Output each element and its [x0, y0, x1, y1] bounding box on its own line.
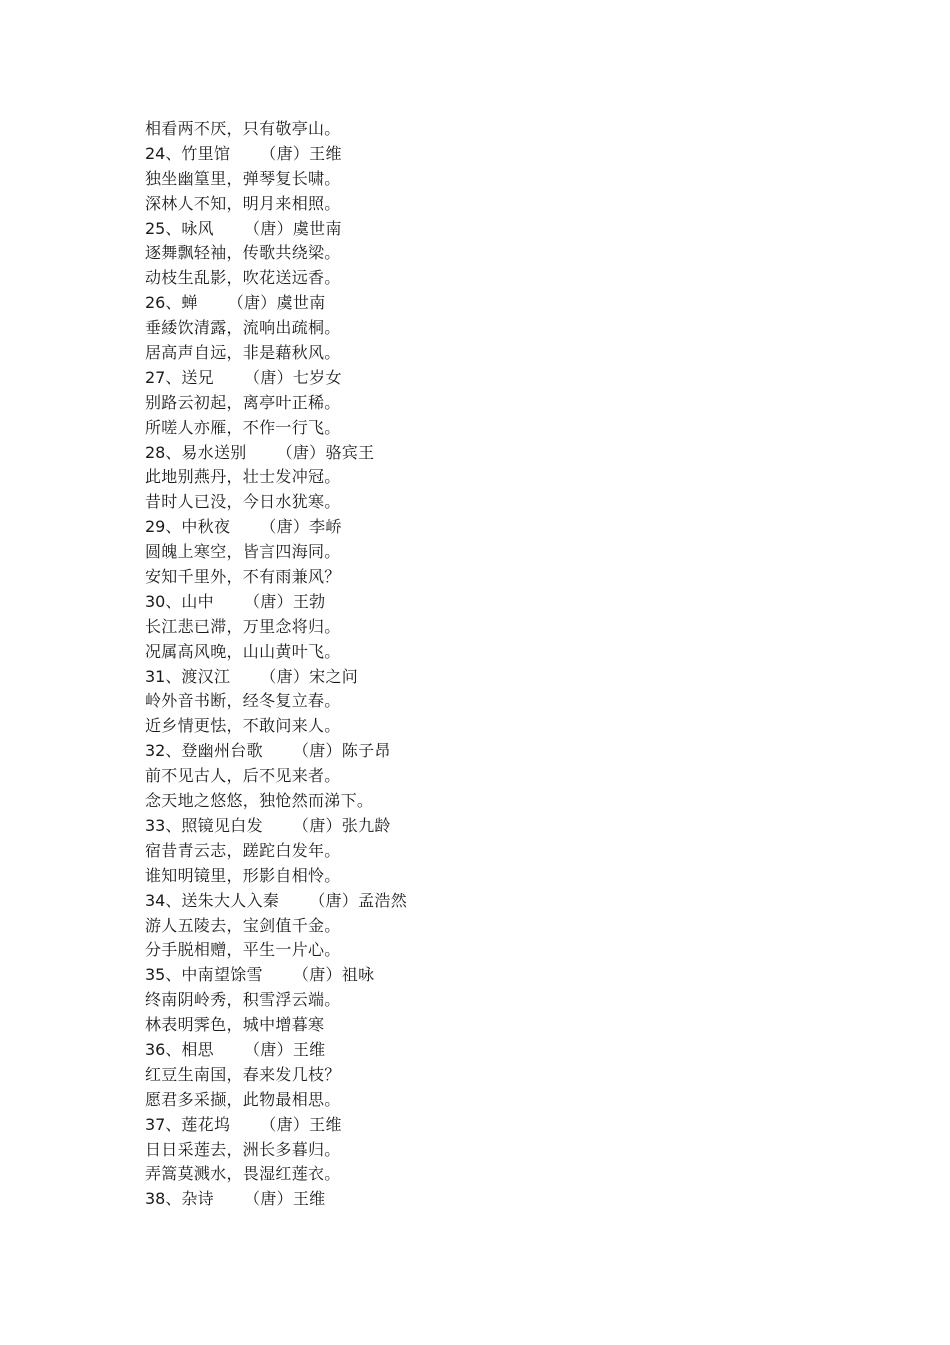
poem-verse-line: 深林人不知，明月来相照。 — [145, 193, 341, 213]
poem-title: 登幽州台歌 — [181, 741, 263, 761]
poem-title: 竹里馆 — [181, 143, 231, 163]
poem-heading — [145, 889, 905, 914]
poem-number: 27、 — [145, 367, 182, 387]
poem-text-body — [145, 117, 905, 1212]
poem-author: （唐）骆宾王 — [276, 442, 375, 462]
poem-verse-line: 逐舞飘轻袖，传歌共绕梁。 — [145, 243, 341, 263]
poem-author: （唐）宋之问 — [260, 666, 359, 686]
poem-title: 莲花坞 — [181, 1114, 231, 1134]
poem-title: 渡汉江 — [181, 666, 231, 686]
poem-title: 相思 — [181, 1039, 214, 1059]
poem-number: 36、 — [145, 1039, 182, 1059]
poem-author: （唐）王勃 — [243, 591, 326, 611]
poem-author: （唐）陈子昂 — [292, 741, 391, 761]
poem-heading — [145, 814, 905, 839]
poem-number: 35、 — [145, 965, 182, 985]
poem-verse-line: 游人五陵去，宝剑值千金。 — [145, 915, 341, 935]
poem-verse-line: 垂緌饮清露，流响出疏桐。 — [145, 318, 341, 338]
poem-verse-line: 宿昔青云志，蹉跎白发年。 — [145, 840, 341, 860]
poem-verse-line: 独坐幽篁里，弹琴复长啸。 — [145, 168, 341, 188]
poem-verse-line: 安知千里外，不有雨兼风？ — [145, 567, 341, 587]
poem-heading — [145, 291, 905, 316]
poem-number: 30、 — [145, 591, 182, 611]
poem-heading — [145, 1038, 905, 1063]
poem-title: 中南望馀雪 — [181, 965, 263, 985]
poem-verse-line: 圆魄上寒空，皆言四海同。 — [145, 542, 341, 562]
poem-number: 33、 — [145, 815, 182, 835]
poem-author: （唐）王维 — [243, 1189, 326, 1209]
poem-verse-line: 林表明霁色，城中增暮寒 — [145, 1015, 325, 1035]
poem-author: （唐）张九龄 — [292, 815, 391, 835]
poem-verse-line: 终南阴岭秀，积雪浮云端。 — [145, 990, 341, 1010]
poem-number: 34、 — [145, 890, 182, 910]
poem-title: 咏风 — [181, 218, 214, 238]
poem-verse-line: 昔时人已没，今日水犹寒。 — [145, 492, 341, 512]
poem-heading — [145, 217, 905, 242]
poem-verse-line: 弄篙莫溅水，畏湿红莲衣。 — [145, 1164, 341, 1184]
poem-verse-line: 动枝生乱影，吹花送远香。 — [145, 268, 341, 288]
poem-title: 送兄 — [181, 367, 214, 387]
poem-heading — [145, 515, 905, 540]
poem-verse-line: 居高声自远，非是藉秋风。 — [145, 343, 341, 363]
poem-verse-line: 红豆生南国，春来发几枝？ — [145, 1064, 341, 1084]
poem-title: 易水送别 — [181, 442, 247, 462]
poem-title: 杂诗 — [181, 1189, 214, 1209]
poem-number: 37、 — [145, 1114, 182, 1134]
poem-heading — [145, 963, 905, 988]
poem-author: （唐）王维 — [260, 1114, 342, 1134]
poem-title: 送朱大人入秦 — [181, 890, 280, 910]
poem-heading — [145, 590, 905, 615]
poem-number: 31、 — [145, 666, 182, 686]
poem-author: （唐）李峤 — [260, 517, 342, 537]
poem-heading — [145, 142, 905, 167]
poem-title: 中秋夜 — [181, 517, 231, 537]
poem-verse-line: 别路云初起，离亭叶正稀。 — [145, 392, 341, 412]
poem-number: 38、 — [145, 1189, 182, 1209]
poem-verse-line: 分手脱相赠，平生一片心。 — [145, 940, 341, 960]
poem-author: （唐）祖咏 — [292, 965, 375, 985]
poem-heading — [145, 441, 905, 466]
poem-author: （唐）虞世南 — [227, 293, 326, 313]
poem-author: （唐）王维 — [260, 143, 342, 163]
poem-number: 26、 — [145, 293, 182, 313]
poem-verse-line: 岭外音书断，经冬复立春。 — [145, 691, 341, 711]
poem-verse-line: 所嗟人亦雁，不作一行飞。 — [145, 417, 341, 437]
poem-heading — [145, 739, 905, 764]
poem-verse-line: 此地别燕丹，壮士发冲冠。 — [145, 467, 341, 487]
poem-verse-line: 近乡情更怯，不敢问来人。 — [145, 716, 341, 736]
poem-verse-line: 日日采莲去，洲长多暮归。 — [145, 1139, 341, 1159]
poem-title: 照镜见白发 — [181, 815, 263, 835]
poem-author: （唐）王维 — [243, 1039, 326, 1059]
poem-heading — [145, 1113, 905, 1138]
poem-title: 山中 — [181, 591, 214, 611]
poem-author: （唐）虞世南 — [243, 218, 342, 238]
poem-verse-line: 相看两不厌，只有敬亭山。 — [145, 119, 341, 138]
poem-heading — [145, 665, 905, 690]
poem-verse-line: 谁知明镜里，形影自相怜。 — [145, 865, 341, 885]
poem-verse-line: 愿君多采撷，此物最相思。 — [145, 1089, 341, 1109]
poem-verse-line: 前不见古人，后不见来者。 — [145, 766, 341, 786]
poem-number: 24、 — [145, 143, 182, 163]
poem-author: （唐）七岁女 — [243, 367, 342, 387]
poem-number: 25、 — [145, 218, 182, 238]
poem-author: （唐）孟浩然 — [309, 890, 407, 910]
poem-title: 蝉 — [181, 293, 198, 313]
poem-verse-line: 念天地之悠悠，独怆然而涕下。 — [145, 791, 374, 811]
poem-verse-line: 况属高风晚，山山黄叶飞。 — [145, 641, 341, 661]
poem-number: 29、 — [145, 517, 182, 537]
poem-verse-line: 长江悲已滞，万里念将归。 — [145, 616, 341, 636]
poem-heading — [145, 1187, 905, 1212]
poem-heading — [145, 366, 905, 391]
poem-number: 28、 — [145, 442, 182, 462]
poem-number: 32、 — [145, 741, 182, 761]
